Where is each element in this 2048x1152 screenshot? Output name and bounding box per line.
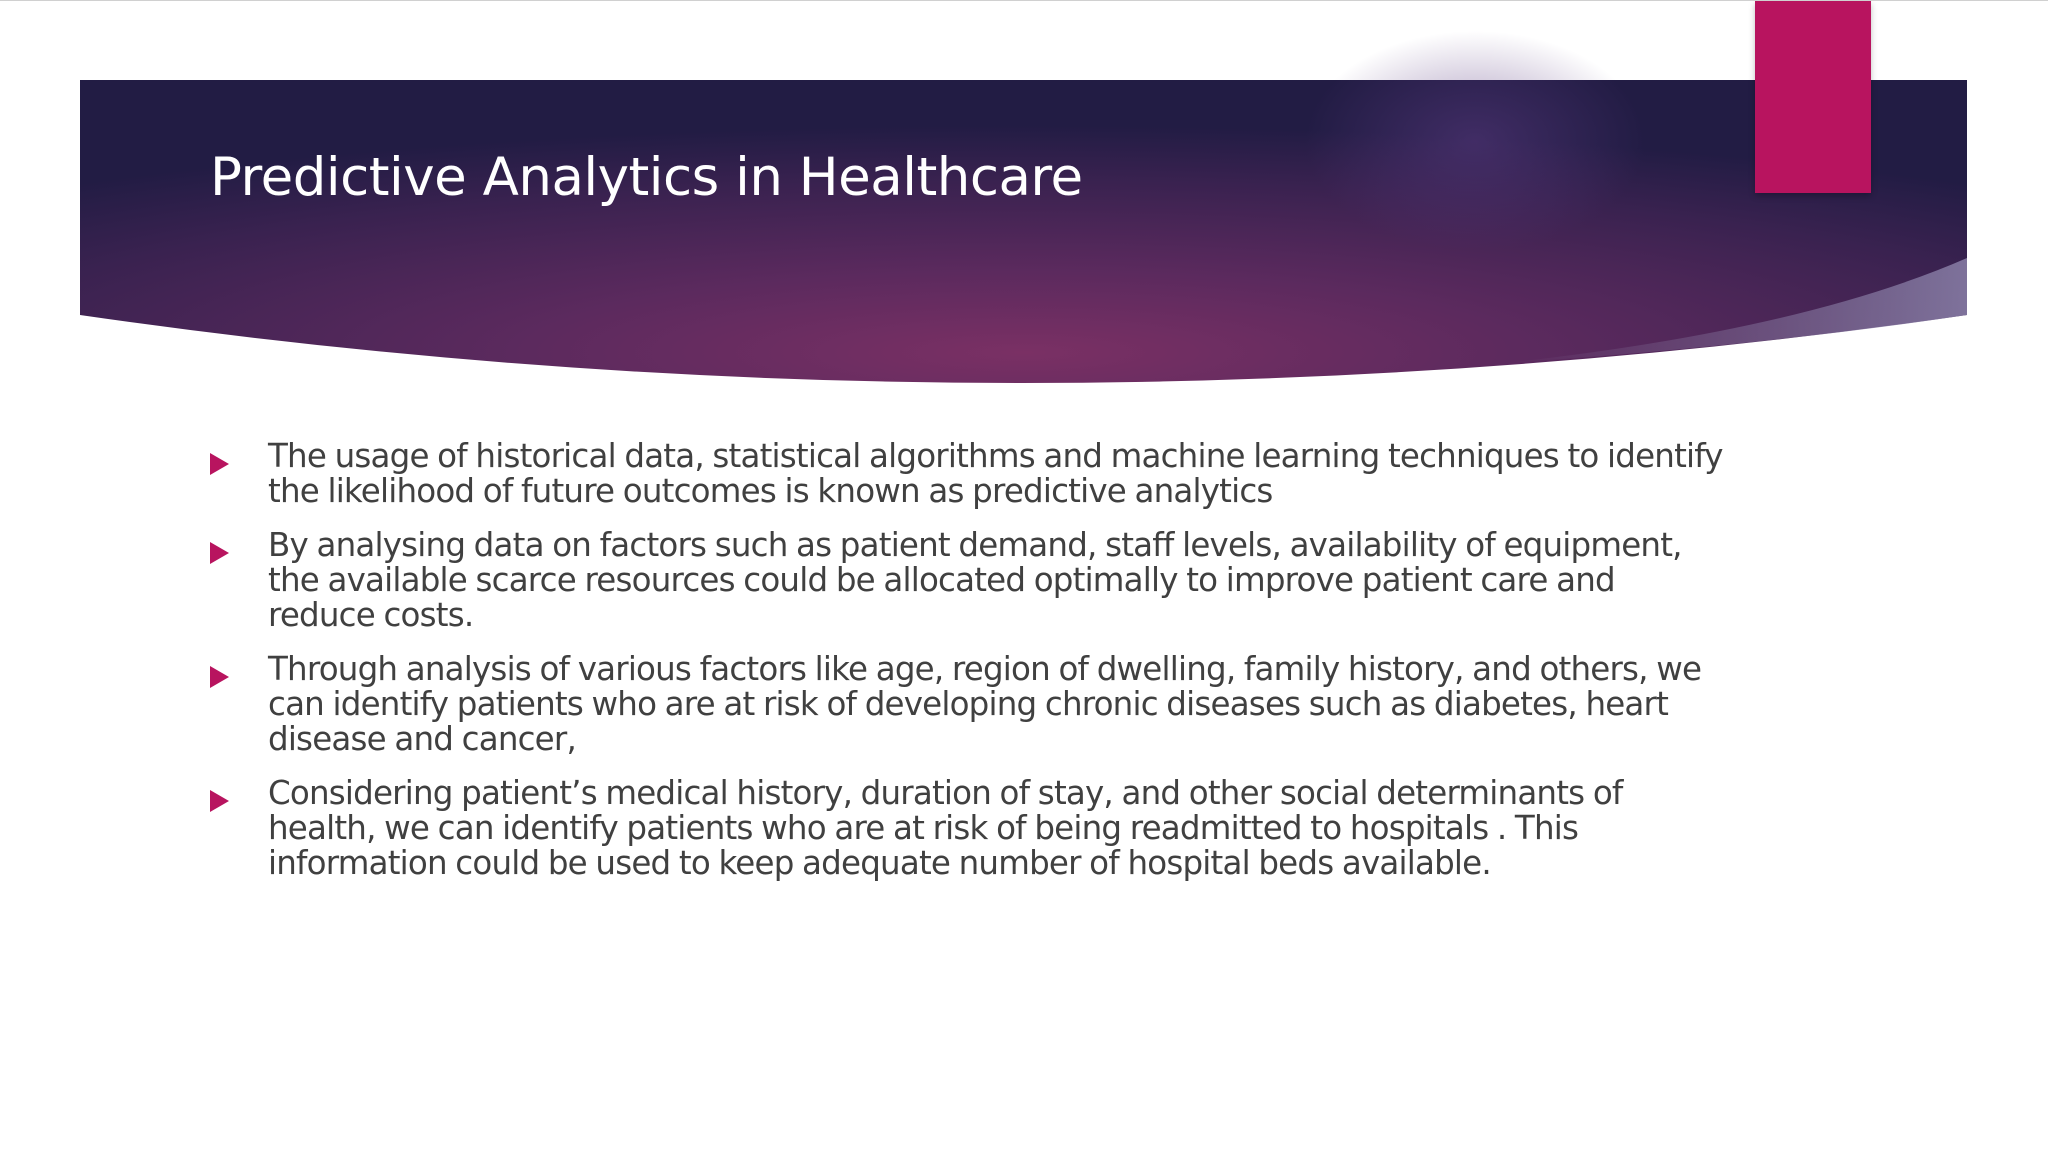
bullet-item bbox=[210, 776, 1730, 881]
bullet-item bbox=[210, 439, 1730, 509]
accent-tab bbox=[1755, 1, 1871, 193]
triangle-bullet-icon bbox=[210, 542, 229, 564]
bullet-item bbox=[210, 528, 1730, 633]
triangle-bullet-icon bbox=[210, 666, 229, 688]
bullet-item bbox=[210, 652, 1730, 757]
bullet-text: Through analysis of various factors like age, region of dwelling, family history, and others, we can identify patients who are at risk of developing chronic diseases such as diabetes, heart disease and cancer, bbox=[268, 650, 1702, 758]
banner-shape bbox=[80, 80, 1967, 383]
slide-title: Predictive Analytics in Healthcare bbox=[210, 147, 1083, 208]
triangle-bullet-icon bbox=[210, 790, 229, 812]
bullet-list bbox=[210, 439, 1730, 900]
bullet-text: Considering patient’s medical history, duration of stay, and other social determinants of health, we can identify patients who are at risk of being readmitted to hospitals . This information could be used to keep adequate number of hospital beds available. bbox=[268, 774, 1623, 882]
bullet-text: By analysing data on factors such as patient demand, staff levels, availability of equipment, the available scarce resources could be allocated optimally to improve patient care and reduce costs. bbox=[268, 526, 1682, 634]
triangle-bullet-icon bbox=[210, 453, 229, 475]
bullet-text: The usage of historical data, statistical algorithms and machine learning techniques to identify the likelihood of future outcomes is known as predictive analytics bbox=[268, 437, 1723, 510]
